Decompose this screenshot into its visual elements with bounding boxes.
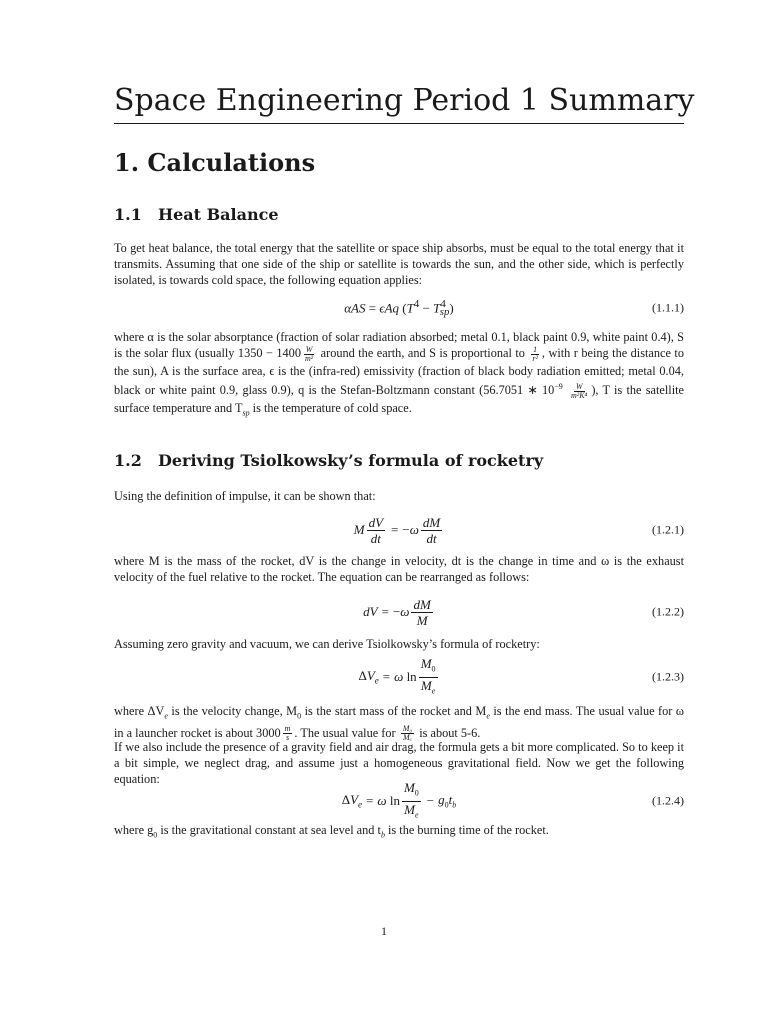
equation-body: M $\frac{dV}{dt}$ = −ω $\frac{dM}{dt}$ <box>353 514 441 546</box>
gravity-equation-explanation: where $g_0$ is the gravitational constant at sea level and $t_b$ is the burning time of the rocket. <box>114 823 549 840</box>
equation-1-2-2 <box>114 592 684 632</box>
equation-body: αAS = ϵAq $(T^4 - T^4_{sp})$ <box>344 297 454 319</box>
subsection-heading-1-1: 1.1 Heat Balance <box>114 205 279 224</box>
zero-gravity-intro: Assuming zero gravity and vacuum, we can derive Tsiolkowsky’s formula of rocketry: <box>114 637 540 651</box>
section-heading: 1. Calculations <box>114 148 316 177</box>
equation-1-2-4 <box>114 781 684 821</box>
gravity-drag-explanation: If we also include the presence of a gravity field and air drag, the formula gets a bit more complicated. So to keep it a bit simple, we neglect drag, and assume just a homogeneous gravitational field. Now we get the following equation: <box>114 740 684 787</box>
velocity-unit: $\frac{m}{s}$ <box>284 724 291 743</box>
equation-number: (1.2.4) <box>652 793 684 808</box>
equation-number: (1.1.1) <box>652 300 684 315</box>
equation-body: $\Delta V_e$ = ω ln $\frac{M_0}{M_e}$ − $g_0t_b$ <box>341 779 457 820</box>
page-number: 1 <box>381 924 387 938</box>
equation-body: $\Delta V_e$ = ω ln $\frac{M_0}{M_e}$ <box>358 655 436 696</box>
stefan-boltzmann-unit: $\frac{W}{\text{m²K⁴}}$ <box>571 381 588 400</box>
equation-1-2-1 <box>114 510 684 550</box>
subsection-heading-1-2: 1.2 Deriving Tsiolkowsky’s formula of rocketry <box>114 451 544 470</box>
heat-balance-explanation: where α is the solar absorptance (fraction of solar radiation absorbed; metal 0.1, black paint 0.9, white paint 0.4), S is the solar flux (usually 1350 − 1400 $\frac{W}{\text{m²}}$ around the earth, and S is proportional to $\frac{1}{\text{r²}}$ , with r being the distance to the sun), A is the surface area, ϵ is the (infra-red) emissivity (fraction of black body radiation emitted; metal 0.04, black or white paint 0.9, glass 0.9), q is the Stefan-Boltzmann constant (56.7051 ∗ $10^{-9}$ $\frac{W}{\text{m²K⁴}}$ ), T is the satellite surface temperature and $T_{sp}$ is the temperature of cold space. <box>114 330 685 418</box>
equation-body: dV = −ω $\frac{dM}{M}$ <box>363 596 431 628</box>
heat-balance-intro: To get heat balance, the total energy that the satellite or space ship absorbs, must be equal to the total energy that it transmits. Assuming that one side of the ship or satellite is towards the sun, and the other side, which is perfectly isolated, is towards cold space, the following equation applies: <box>114 241 684 288</box>
flux-unit: $\frac{W}{\text{m²}}$ <box>304 344 314 363</box>
impulse-explanation: where M is the mass of the rocket, dV is the change in velocity, dt is the change in time and ω is the exhaust velocity of the fuel relative to the rocket. The equation can be rearranged as follows: <box>114 554 684 585</box>
mass-ratio-fraction: $\frac{\text{M₀}}{\text{Mₑ}}$ <box>402 724 413 743</box>
tsiolkowsky-intro: Using the definition of impulse, it can be shown that: <box>114 489 376 503</box>
equation-number: (1.2.3) <box>652 669 684 684</box>
equation-number: (1.2.1) <box>652 522 684 537</box>
document-title: Space Engineering Period 1 Summary <box>114 82 684 124</box>
equation-number: (1.2.2) <box>652 604 684 619</box>
tsiolkowsky-explanation: where $\Delta V_e$ is the velocity change, $M_0$ is the start mass of the rocket and $M_e$ is the end mass. The usual value for ω in a launcher rocket is about 3000 $\frac{m}{s}$ . The usual value for $\frac{\text{M₀}}{\text{Mₑ}}$ is about 5-6. <box>114 704 684 743</box>
equation-1-2-3 <box>114 657 684 697</box>
inverse-square-fraction: $\frac{1}{\text{r²}}$ <box>532 344 538 363</box>
equation-1-1-1 <box>114 288 684 328</box>
